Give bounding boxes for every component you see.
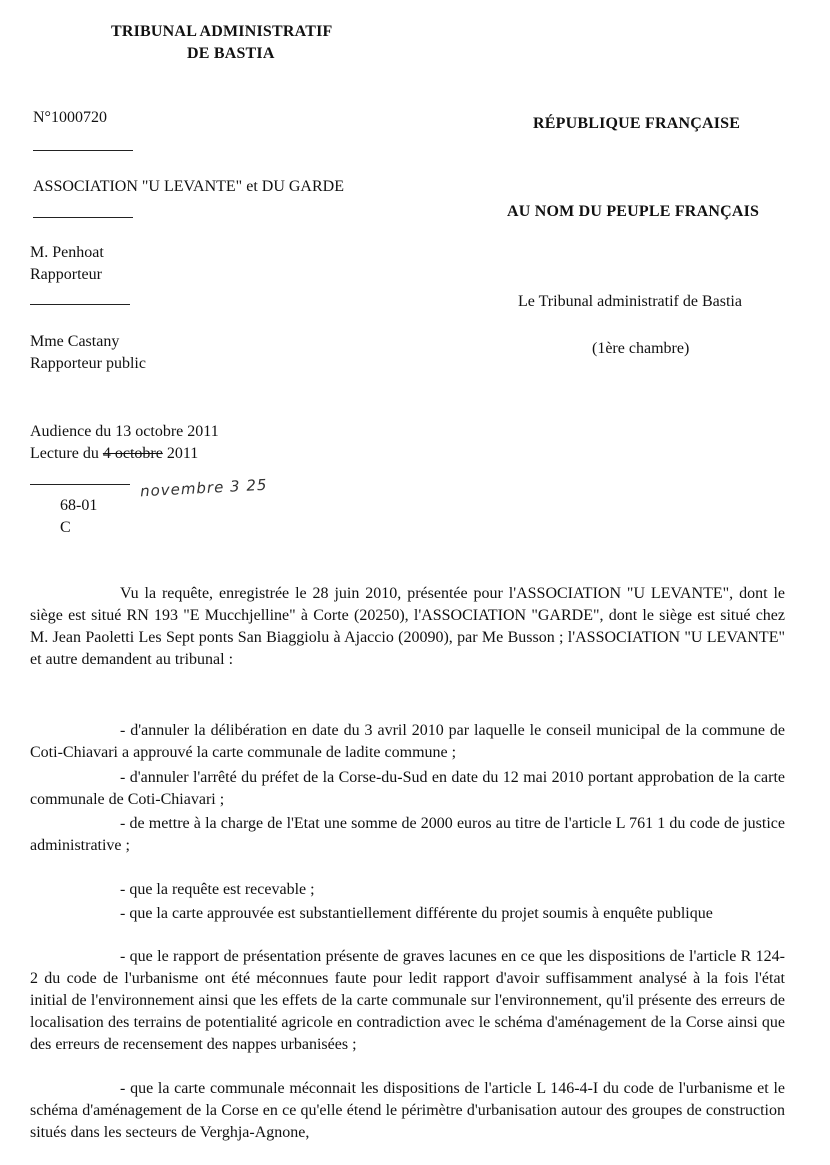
separator-rule (33, 150, 133, 151)
demand-item: - d'annuler l'arrêté du préfet de la Corse-du-Sud en date du 12 mai 2010 portant approbation de la carte communale de Coti-Chiavari ; (30, 769, 785, 808)
separator-rule (30, 484, 130, 485)
reading-struck-date: 4 octobre (102, 445, 163, 462)
public-rapporteur-name: Mme Castany (30, 333, 120, 350)
rapporteur-role: Rapporteur (30, 266, 102, 283)
demand-item: - d'annuler la délibération en date du 3 avril 2010 par laquelle le conseil municipal de la commune de Coti-Chiavari a approuvé la carte communale de ladite commune ; (30, 722, 785, 761)
separator-rule (30, 304, 130, 305)
handwritten-annotation: novembre 3 25 (139, 475, 268, 501)
case-number: N°1000720 (33, 109, 107, 126)
classification-code: 68-01 (60, 497, 98, 514)
argument-item: - que la requête est recevable ; (120, 881, 315, 898)
separator-rule (33, 217, 133, 218)
republic-heading: RÉPUBLIQUE FRANÇAISE (533, 115, 741, 132)
public-rapporteur-role: Rapporteur public (30, 355, 146, 372)
intro-paragraph: Vu la requête, enregistrée le 28 juin 2010, présentée pour l'ASSOCIATION "U LEVANTE", dont le siège est situé RN 193 "E Mucchjelline" à Corte (20250), l'ASSOCIATION "GARDE", dont le siège est situé chez M. Jean Paoletti Les Sept ponts San Biaggiolu à Ajaccio (20090), par Me Busson ; l'ASSOCIATION "U LEVANTE" et autre demandent au tribunal : (30, 585, 785, 668)
tribunal-name: Le Tribunal administratif de Bastia (518, 293, 742, 310)
reading-prefix: Lecture du (30, 445, 103, 462)
chamber: (1ère chambre) (592, 340, 690, 357)
argument-item: - que le rapport de présentation présente de graves lacunes en ce que les dispositions de l'article R 124-2 du code de l'urbanisme ont été méconnues faute pour ledit rapport d'avoir suffisamment analysé à la fois l'état initial de l'environnement ainsi que les effets de la carte communale sur l'environnement, qu'il présente des erreurs de localisation des terrains de potentialité agricole en contradiction avec le schéma d'aménagement de la Corse ainsi que des erreurs de recensement des nappes urbanisées ; (30, 948, 785, 1053)
court-name-line1: TRIBUNAL ADMINISTRATIF (111, 23, 333, 40)
classification-letter: C (60, 519, 71, 536)
argument-item: - que la carte communale méconnait les dispositions de l'article L 146-4-I du code de l'urbanisme et le schéma d'aménagement de la Corse en ce qu'elle étend le périmètre d'urbanisation autour des groupes de construction situés dans les secteurs de Verghja-Agnone, (30, 1080, 785, 1141)
reading-date (30, 443, 198, 465)
court-name-line2: DE BASTIA (187, 45, 275, 62)
reading-suffix: 2011 (162, 445, 199, 462)
hearing-date: Audience du 13 octobre 2011 (30, 423, 219, 440)
argument-item: - que la carte approuvée est substantiellement différente du projet soumis à enquête publique (120, 905, 713, 922)
demand-item: - de mettre à la charge de l'Etat une somme de 2000 euros au titre de l'article L 761 1 du code de justice administrative ; (30, 815, 785, 854)
rapporteur-name: M. Penhoat (30, 244, 104, 261)
claimant-name: ASSOCIATION "U LEVANTE" et DU GARDE (33, 178, 344, 195)
nation-heading: AU NOM DU PEUPLE FRANÇAIS (507, 203, 760, 220)
